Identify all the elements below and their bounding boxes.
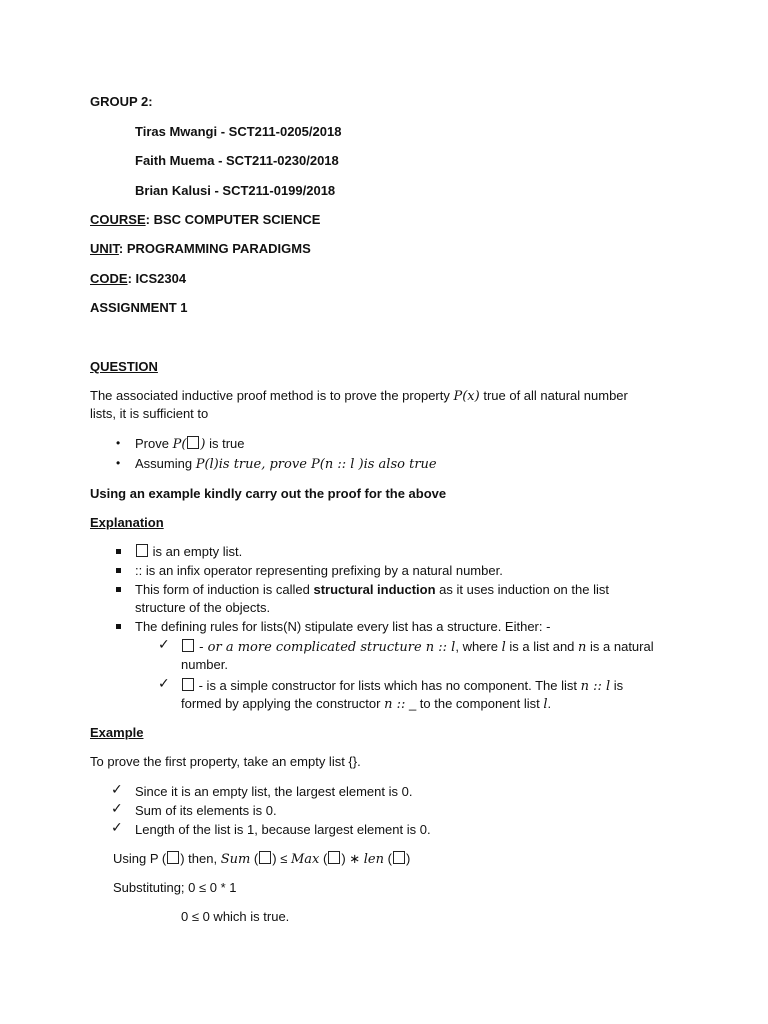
bullet-text-cont: is true <box>205 436 245 451</box>
empty-list-symbol <box>167 851 179 864</box>
square-bullet <box>116 568 121 573</box>
assignment-title: ASSIGNMENT 1 <box>90 300 188 315</box>
code-label: CODE <box>90 271 128 286</box>
bullet-text: Assuming <box>135 456 196 471</box>
math-constructor: n :: <box>384 697 406 712</box>
using-text: ( <box>250 851 259 866</box>
bullet-dot: • <box>116 456 121 470</box>
bullet-text: Prove <box>135 436 173 451</box>
example-using-line <box>113 851 410 868</box>
explanation-item-4: The defining rules for lists(N) stipulate every list has a structure. Either: - <box>135 619 551 634</box>
rule-text: , where <box>455 639 502 654</box>
group-heading: GROUP 2: <box>90 94 153 109</box>
course-label: COURSE <box>90 212 146 227</box>
empty-list-symbol <box>136 544 148 557</box>
empty-list-symbol <box>187 436 199 449</box>
rule-text-cont: is <box>610 678 624 693</box>
using-text: ) then, <box>180 851 221 866</box>
item-text-cont: as it uses induction on the list <box>435 582 609 597</box>
rule-item-1 <box>181 639 654 656</box>
unit-label: UNIT <box>90 241 119 256</box>
question-text-cont: true of all natural number <box>479 388 628 403</box>
empty-list-symbol <box>393 851 405 864</box>
member-1: Tiras Mwangi - SCT211-0205/2018 <box>135 124 342 139</box>
member-2: Faith Muema - SCT211-0230/2018 <box>135 153 339 168</box>
square-bullet <box>116 549 121 554</box>
member-3: Brian Kalusi - SCT211-0199/2018 <box>135 183 336 198</box>
result-line: 0 ≤ 0 which is true. <box>181 909 290 924</box>
course-value: : BSC COMPUTER SCIENCE <box>145 212 321 227</box>
math-max: Max <box>290 852 320 867</box>
rule-text-cont: _ to the component list <box>405 696 544 711</box>
substitution-line: Substituting; 0 ≤ 0 * 1 <box>113 880 237 895</box>
square-bullet <box>116 624 121 629</box>
math-n: n <box>578 640 587 655</box>
question-heading: QUESTION <box>90 359 158 374</box>
unit-line <box>90 241 311 257</box>
question-line-1 <box>90 388 628 405</box>
item-bold-text: structural induction <box>313 582 436 597</box>
explanation-item-1 <box>135 544 242 560</box>
using-text: ) ≤ <box>272 851 291 866</box>
explanation-heading: Explanation <box>90 515 164 530</box>
using-text: Using P ( <box>113 851 167 866</box>
math-structure: - or a more complicated structure n :: l <box>195 640 456 655</box>
example-check-3: Length of the list is 1, because largest element is 0. <box>135 822 431 837</box>
math-l: l <box>543 697 548 712</box>
math-len: len <box>363 852 384 867</box>
task-statement: Using an example kindly carry out the proof for the above <box>90 486 447 501</box>
checkmark-icon: ✓ <box>111 820 123 836</box>
rule-text: - is a simple constructor for lists which has no component. The list <box>195 678 581 693</box>
math-close: ) <box>200 437 206 452</box>
bullet-dot: • <box>116 436 121 450</box>
empty-list-symbol <box>259 851 271 864</box>
question-line-2: lists, it is sufficient to <box>90 406 209 421</box>
question-bullet-2 <box>135 456 437 473</box>
course-line <box>90 212 320 228</box>
using-text: ) ∗ <box>341 851 364 866</box>
code-value: : ICS2304 <box>127 271 187 286</box>
checkmark-icon: ✓ <box>158 637 170 653</box>
math-px: P(x) <box>453 389 480 404</box>
using-text: ( <box>319 851 328 866</box>
square-bullet <box>116 587 121 592</box>
checkmark-icon: ✓ <box>158 676 170 692</box>
checkmark-icon: ✓ <box>111 782 123 798</box>
math-p: P( <box>172 437 187 452</box>
using-text: ( <box>384 851 392 866</box>
explanation-item-2: :: is an infix operator representing prefixing by a natural number. <box>135 563 503 578</box>
math-l: l <box>501 640 506 655</box>
unit-value: : PROGRAMMING PARADIGMS <box>118 241 311 256</box>
example-heading: Example <box>90 725 144 740</box>
item-text: is an empty list. <box>149 544 243 559</box>
explanation-item-3-cont: structure of the objects. <box>135 600 271 615</box>
rule-text-end: . <box>547 696 552 711</box>
rule-text-end: is a natural <box>586 639 654 654</box>
question-text: The associated inductive proof method is to prove the property <box>90 388 454 403</box>
rule-item-1-cont: number. <box>181 657 228 672</box>
rule-text-cont: is a list and <box>505 639 579 654</box>
empty-list-symbol <box>182 678 194 691</box>
empty-list-symbol <box>182 639 194 652</box>
item-text: This form of induction is called <box>135 582 314 597</box>
question-bullet-1 <box>135 436 245 453</box>
empty-list-symbol <box>328 851 340 864</box>
rule-text: formed by applying the constructor <box>181 696 385 711</box>
rule-item-2 <box>181 678 623 695</box>
checkmark-icon: ✓ <box>111 801 123 817</box>
explanation-item-3 <box>135 582 609 598</box>
math-induction-step: P(l)is true, prove P(n :: l )is also true <box>195 457 437 472</box>
example-check-1: Since it is an empty list, the largest element is 0. <box>135 784 413 799</box>
example-check-2: Sum of its elements is 0. <box>135 803 277 818</box>
math-nl: n :: l <box>580 679 611 694</box>
example-intro: To prove the first property, take an empty list {}. <box>90 754 361 769</box>
code-line <box>90 271 186 287</box>
rule-item-2-cont <box>181 696 551 713</box>
using-text: ) <box>405 851 411 866</box>
math-sum: Sum <box>220 852 251 867</box>
